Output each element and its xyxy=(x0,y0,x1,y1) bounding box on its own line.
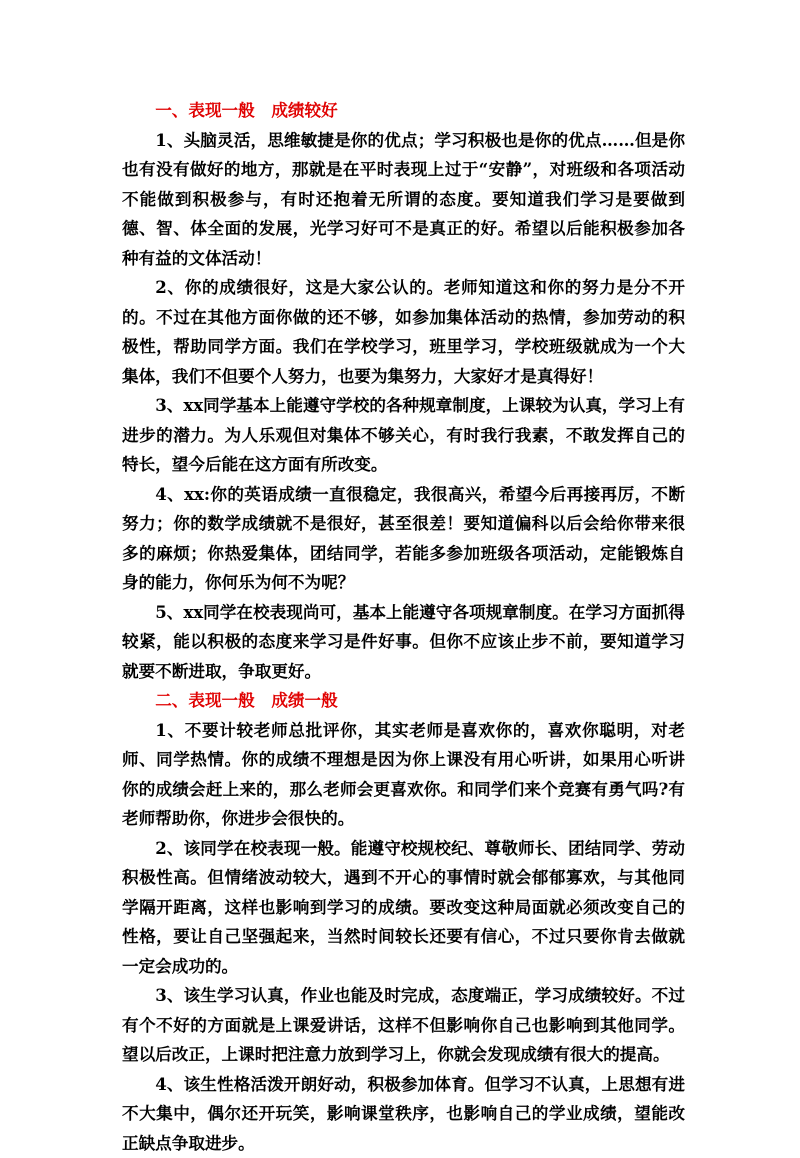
section-1-item-4: 4、xx:你的英语成绩一直很稳定，我很高兴，希望今后再接再厉，不断努力；你的数学成绩就不是很好，甚至很差！要知道偏科以后会给你带来很多的麻烦；你热爱集体，团结同学，若能多参加班级各项活动，定能锻炼自身的能力，你何乐为何不为呢？ xyxy=(122,480,685,598)
section-1-item-5: 5、xx同学在校表现尚可，基本上能遵守各项规章制度。在学习方面抓得较紧，能以积极的态度来学习是件好事。但你不应该止步不前，要知道学习就要不断进取，争取更好。 xyxy=(122,598,685,687)
section-1-heading-part-b: 成绩较好 xyxy=(271,100,337,120)
document-page xyxy=(122,96,685,1158)
section-1-heading-part-a: 一、表现一般 xyxy=(155,100,255,120)
section-1-item-1: 1、头脑灵活，思维敏捷是你的优点；学习积极也是你的优点……但是你也有没有做好的地方，那就是在平时表现上过于“安静”，对班级和各项活动不能做到积极参与，有时还抱着无所谓的态度。要知道我们学习是要做到德、智、体全面的发展，光学习好可不是真正的好。希望以后能积极参加各种有益的文体活动！ xyxy=(122,126,685,274)
section-2-item-3: 3、该生学习认真，作业也能及时完成，态度端正，学习成绩较好。不过有个不好的方面就是上课爱讲话，这样不但影响你自己也影响到其他同学。望以后改正，上课时把注意力放到学习上，你就会发现成绩有很大的提高。 xyxy=(122,981,685,1070)
section-1-item-2: 2、你的成绩很好，这是大家公认的。老师知道这和你的努力是分不开的。不过在其他方面你做的还不够，如参加集体活动的热情，参加劳动的积极性，帮助同学方面。我们在学校学习，班里学习，学校班级就成为一个大集体，我们不但要个人努力，也要为集努力，大家好才是真得好！ xyxy=(122,273,685,391)
section-2-heading xyxy=(122,686,685,716)
section-1-heading xyxy=(122,96,685,126)
section-2-item-1: 1、不要计较老师总批评你，其实老师是喜欢你的，喜欢你聪明，对老师、同学热情。你的成绩不理想是因为你上课没有用心听讲，如果用心听讲你的成绩会赶上来的，那么老师会更喜欢你。和同学们来个竞赛有勇气吗?有老师帮助你，你进步会很快的。 xyxy=(122,716,685,834)
section-2-item-4: 4、该生性格活泼开朗好动，积极参加体育。但学习不认真，上思想有进不大集中，偶尔还开玩笑，影响课堂秩序，也影响自己的学业成绩，望能改正缺点争取进步。 xyxy=(122,1070,685,1158)
section-2-heading-part-a: 二、表现一般 xyxy=(155,690,255,710)
section-1-item-3: 3、xx同学基本上能遵守学校的各种规章制度，上课较为认真，学习上有进步的潜力。为人乐观但对集体不够关心，有时我行我素，不敢发挥自己的特长，望今后能在这方面有所改变。 xyxy=(122,391,685,480)
section-2-heading-part-b: 成绩一般 xyxy=(271,690,337,710)
section-2-item-2: 2、该同学在校表现一般。能遵守校规校纪、尊敬师长、团结同学、劳动积极性高。但情绪波动较大，遇到不开心的事情时就会郁郁寡欢，与其他同学隔开距离，这样也影响到学习的成绩。要改变这种局面就必须改变自己的性格，要让自己坚强起来，当然时间较长还要有信心，不过只要你肯去做就一定会成功的。 xyxy=(122,834,685,982)
